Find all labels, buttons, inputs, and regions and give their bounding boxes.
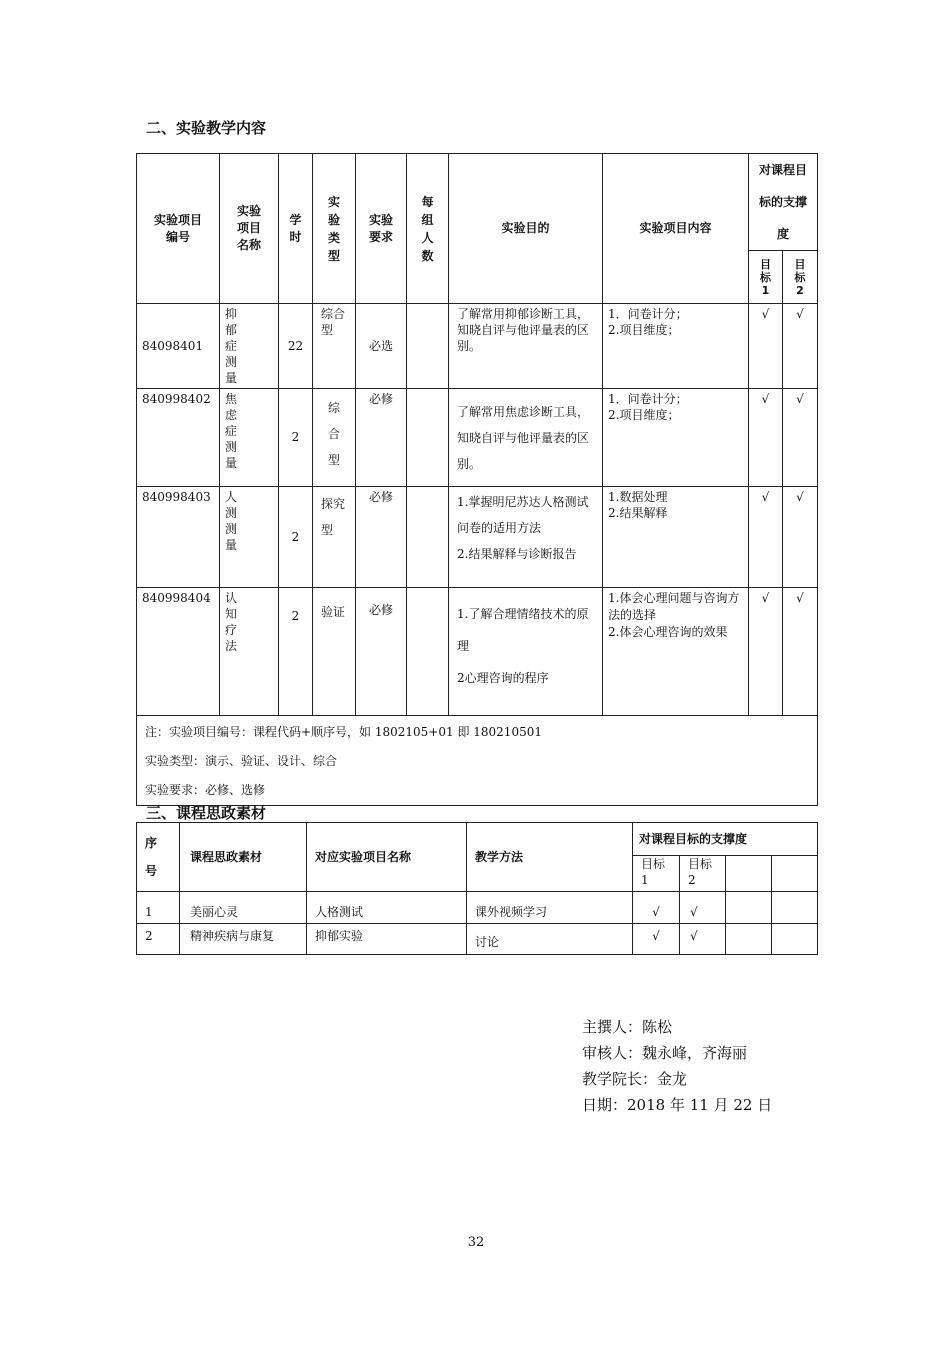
signature-reviewer: 审核人：魏永峰，齐海丽 xyxy=(582,1044,748,1062)
row-goal1: √ xyxy=(749,487,783,588)
row-req: 必修 xyxy=(356,487,407,588)
page-number: 32 xyxy=(467,1235,485,1250)
header-support: 对课程目标的支撑度 xyxy=(633,823,818,856)
row-goal2: √ xyxy=(783,304,818,389)
row-goal1: √ xyxy=(749,389,783,487)
row-content: 1.体会心理问题与咨询方法的选择 2.体会心理咨询的效果 xyxy=(603,588,749,716)
row-code: 840998403 xyxy=(137,487,220,588)
row-content: 1.数据处理 2.结果解释 xyxy=(603,487,749,588)
header-type: 实验类型 xyxy=(313,154,356,304)
note-line-1: 注：实验项目编号：课程代码+顺序号，如 1802105+01 即 180210501 xyxy=(137,716,818,748)
header-method: 教学方法 xyxy=(467,823,633,892)
row-purpose: 了解常用焦虑诊断工具，知晓自评与他评量表的区别。 xyxy=(449,389,603,487)
row-type: 探究型 xyxy=(313,487,356,588)
header-seq: 序号 xyxy=(137,823,180,892)
row-hours: 2 xyxy=(279,487,313,588)
header-support: 对课程目标的支撑度 xyxy=(749,154,818,251)
row-type: 验证 xyxy=(313,588,356,716)
row-type: 综合型 xyxy=(313,304,356,389)
row-project: 人格测试 xyxy=(307,892,467,924)
row-goal1: √ xyxy=(749,304,783,389)
header-material: 课程思政素材 xyxy=(180,823,307,892)
signature-dean: 教学院长：金龙 xyxy=(582,1070,688,1088)
row-req: 必修 xyxy=(356,588,407,716)
header-hours: 学时 xyxy=(279,154,313,304)
row-material: 精神疾病与康复 xyxy=(180,924,307,955)
row-code: 84098401 xyxy=(137,304,220,389)
header-req: 实验要求 xyxy=(356,154,407,304)
row-content: 1．问卷计分； 2.项目维度； xyxy=(603,389,749,487)
row-req: 必修 xyxy=(356,389,407,487)
row-goal1: √ xyxy=(749,588,783,716)
row-goal2: √ xyxy=(680,924,726,955)
header-group: 每组人数 xyxy=(407,154,449,304)
row-goal2: √ xyxy=(680,892,726,924)
row-purpose: 了解常用抑郁诊断工具，知晓自评与他评量表的区别。 xyxy=(449,304,603,389)
header-goal2: 目标2 xyxy=(680,856,726,892)
row-goal1: √ xyxy=(633,924,680,955)
row-seq: 2 xyxy=(137,924,180,955)
row-purpose: 1.了解合理情绪技术的原理 2心理咨询的程序 xyxy=(449,588,603,716)
row-code: 840998402 xyxy=(137,389,220,487)
row-project: 抑郁实验 xyxy=(307,924,467,955)
table-row xyxy=(137,924,818,955)
row-goal1: √ xyxy=(633,892,680,924)
row-name: 抑郁症测量 xyxy=(220,304,279,389)
row-content: 1．问卷计分； 2.项目维度； xyxy=(603,304,749,389)
header-goal1: 目标1 xyxy=(633,856,680,892)
header-goal1: 目标1 xyxy=(749,251,783,304)
row-hours: 22 xyxy=(279,304,313,389)
signature-author: 主撰人：陈松 xyxy=(582,1018,673,1036)
row-req: 必选 xyxy=(356,304,407,389)
table-row xyxy=(137,588,818,716)
row-name: 认知疗法 xyxy=(220,588,279,716)
experiment-table xyxy=(136,153,818,806)
note-line-2: 实验类型：演示、验证、设计、综合 xyxy=(137,747,818,776)
row-hours: 2 xyxy=(279,389,313,487)
row-group xyxy=(407,487,449,588)
row-group xyxy=(407,588,449,716)
header-content: 实验项目内容 xyxy=(603,154,749,304)
row-name: 焦虑症测量 xyxy=(220,389,279,487)
table-row xyxy=(137,487,818,588)
signature-date: 日期：2018 年 11 月 22 日 xyxy=(582,1096,773,1114)
row-seq: 1 xyxy=(137,892,180,924)
row-name: 人测测量 xyxy=(220,487,279,588)
row-type: 综合型 xyxy=(313,389,356,487)
row-code: 840998404 xyxy=(137,588,220,716)
row-method: 讨论 xyxy=(467,924,633,955)
ideology-table xyxy=(136,822,818,955)
table-row xyxy=(137,389,818,487)
row-purpose: 1.掌握明尼苏达人格测试问卷的适用方法 2.结果解释与诊断报告 xyxy=(449,487,603,588)
header-code: 实验项目编号 xyxy=(137,154,220,304)
row-method: 课外视频学习 xyxy=(467,892,633,924)
section-3-heading: 三、课程思政素材 xyxy=(146,804,267,822)
row-material: 美丽心灵 xyxy=(180,892,307,924)
row-goal2: √ xyxy=(783,588,818,716)
row-goal2: √ xyxy=(783,487,818,588)
row-group xyxy=(407,389,449,487)
header-purpose: 实验目的 xyxy=(449,154,603,304)
table-row xyxy=(137,892,818,924)
row-group xyxy=(407,304,449,389)
header-name: 实验项目名称 xyxy=(220,154,279,304)
note-line-3: 实验要求：必修、选修 xyxy=(137,776,818,806)
table-row xyxy=(137,304,818,389)
header-project: 对应实验项目名称 xyxy=(307,823,467,892)
row-goal2: √ xyxy=(783,389,818,487)
section-2-heading: 二、实验教学内容 xyxy=(146,119,267,137)
row-hours: 2 xyxy=(279,588,313,716)
header-goal2: 目标2 xyxy=(783,251,818,304)
